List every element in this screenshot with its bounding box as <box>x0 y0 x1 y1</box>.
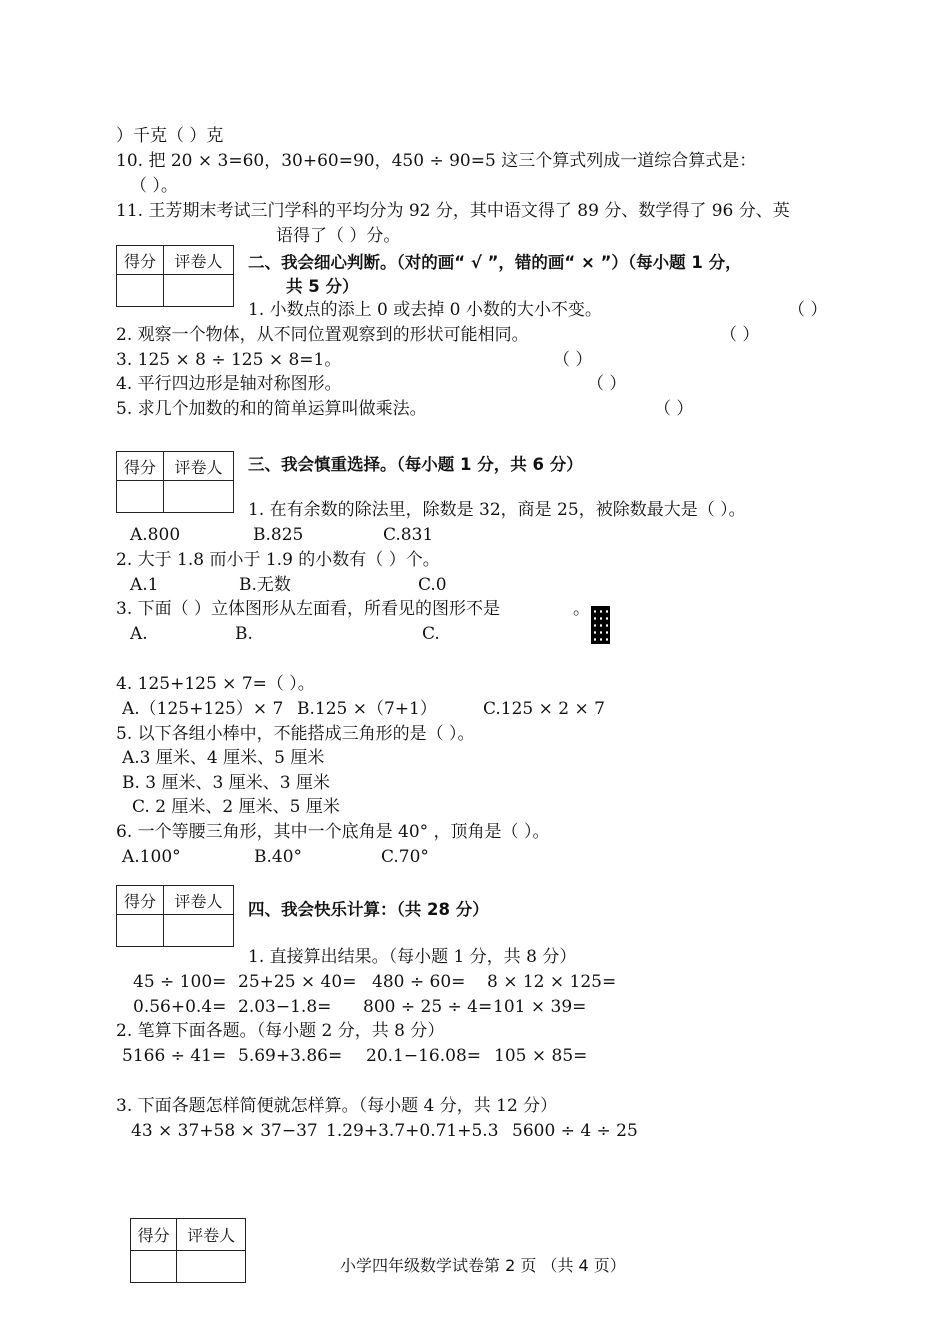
choice-q4-option-b[interactable]: B.125 ×（7+1） <box>297 699 437 719</box>
calc-item: 101 × 39= <box>493 997 587 1017</box>
q10-blank[interactable]: （ ）。 <box>130 176 178 196</box>
choice-q4-text: 4. 125+125 × 7=（ ）。 <box>116 674 315 694</box>
q11-line2: 语得了（ ）分。 <box>276 226 401 246</box>
judge-item-5: 5. 求几个加数的和的简单运算叫做乘法。 <box>116 399 427 419</box>
choice-q3-end: 。 <box>573 599 590 619</box>
calc-item: 8 × 12 × 125= <box>487 972 617 992</box>
calc-part3-title: 3. 下面各题怎样简便就怎样算。（每小题 4 分，共 12 分） <box>116 1096 558 1116</box>
choice-q2-option-c[interactable]: C.0 <box>418 575 447 595</box>
judge-bracket-5[interactable]: （ ） <box>654 399 694 419</box>
choice-q6-option-a[interactable]: A.100° <box>122 847 181 867</box>
grader-cell[interactable] <box>164 275 234 307</box>
section2-title-line2: 共 5 分） <box>286 277 359 296</box>
choice-q3-option-c[interactable]: C. <box>422 624 440 644</box>
calc-item: 800 ÷ 25 ÷ 4= <box>363 997 493 1017</box>
score-label: 得分 <box>117 452 164 481</box>
score-cell[interactable] <box>117 915 164 947</box>
choice-q1-text: 1. 在有余数的除法里，除数是 32，商是 25，被除数最大是（ ）。 <box>248 500 746 520</box>
q9-tail: ）千克（ ）克 <box>116 126 224 146</box>
score-box-section2 <box>116 245 234 307</box>
judge-item-3: 3. 125 × 8 ÷ 125 × 8=1。 <box>116 350 342 370</box>
choice-q5-option-c[interactable]: C. 2 厘米、2 厘米、5 厘米 <box>132 797 340 817</box>
judge-item-2: 2. 观察一个物体，从不同位置观察到的形状可能相同。 <box>116 325 529 345</box>
choice-q2-text: 2. 大于 1.8 而小于 1.9 的小数有（ ）个。 <box>116 550 440 570</box>
grader-label: 评卷人 <box>164 886 234 915</box>
score-label: 得分 <box>131 1219 177 1251</box>
score-label: 得分 <box>117 246 164 275</box>
dotted-shape-image <box>591 606 610 644</box>
calc-item: 0.56+0.4= <box>133 997 227 1017</box>
calc-item: 480 ÷ 60= <box>372 972 466 992</box>
choice-q6-option-b[interactable]: B.40° <box>254 847 303 867</box>
choice-q5-option-a[interactable]: A.3 厘米、4 厘米、5 厘米 <box>122 748 325 768</box>
score-label: 得分 <box>117 886 164 915</box>
judge-bracket-3[interactable]: （ ） <box>553 350 593 370</box>
choice-q1-option-a[interactable]: A.800 <box>130 525 181 545</box>
calc-item: 5.69+3.86= <box>238 1046 343 1066</box>
score-box-section5 <box>130 1218 246 1283</box>
grader-cell[interactable] <box>164 915 234 947</box>
judge-bracket-1[interactable]: （ ） <box>788 300 828 320</box>
judge-bracket-2[interactable]: （ ） <box>720 325 760 345</box>
choice-q2-option-a[interactable]: A.1 <box>130 575 159 595</box>
page-footer: 小学四年级数学试卷第 2 页 （共 4 页） <box>340 1256 626 1275</box>
score-cell[interactable] <box>117 481 164 513</box>
grader-label: 评卷人 <box>164 246 234 275</box>
calc-item: 1.29+3.7+0.71+5.3 <box>326 1121 499 1141</box>
choice-q3-text: 3. 下面（ ）立体图形从左面看，所看见的图形不是 <box>116 599 501 619</box>
grader-cell[interactable] <box>177 1251 246 1283</box>
score-box-section3 <box>116 451 234 513</box>
choice-q3-option-a[interactable]: A. <box>130 624 148 644</box>
score-cell[interactable] <box>131 1251 177 1283</box>
calc-part1-title: 1. 直接算出结果。（每小题 1 分，共 8 分） <box>248 947 577 967</box>
choice-q6-option-c[interactable]: C.70° <box>381 847 429 867</box>
judge-item-1: 1. 小数点的添上 0 或去掉 0 小数的大小不变。 <box>248 300 602 320</box>
calc-part2-title: 2. 笔算下面各题。（每小题 2 分，共 8 分） <box>116 1021 445 1041</box>
section3-title: 三、我会慎重选择。（每小题 1 分，共 6 分） <box>248 455 583 474</box>
choice-q4-option-a[interactable]: A.（125+125）× 7 <box>122 699 284 719</box>
calc-item: 45 ÷ 100= <box>133 972 227 992</box>
choice-q5-text: 5. 以下各组小棒中，不能搭成三角形的是（ ）。 <box>116 724 475 744</box>
score-cell[interactable] <box>117 275 164 307</box>
calc-item: 20.1−16.08= <box>366 1046 482 1066</box>
calc-item: 105 × 85= <box>494 1046 588 1066</box>
grader-label: 评卷人 <box>164 452 234 481</box>
choice-q1-option-c[interactable]: C.831 <box>383 525 434 545</box>
score-box-section4 <box>116 885 234 947</box>
calc-item: 5600 ÷ 4 ÷ 25 <box>512 1121 638 1141</box>
calc-item: 5166 ÷ 41= <box>122 1046 227 1066</box>
choice-q4-option-c[interactable]: C.125 × 2 × 7 <box>483 699 605 719</box>
calc-item: 43 × 37+58 × 37−37 <box>131 1121 318 1141</box>
judge-bracket-4[interactable]: （ ） <box>587 374 627 394</box>
q11-line1: 11. 王芳期末考试三门学科的平均分为 92 分，其中语文得了 89 分、数学得了 96 分、英 <box>116 201 790 221</box>
calc-item: 25+25 × 40= <box>238 972 357 992</box>
section2-title-line1: 二、我会细心判断。（对的画“ √ ”，错的画“ × ”）（每小题 1 分， <box>248 253 742 272</box>
calc-item: 2.03−1.8= <box>238 997 332 1017</box>
choice-q3-option-b[interactable]: B. <box>235 624 253 644</box>
grader-label: 评卷人 <box>177 1219 246 1251</box>
choice-q6-text: 6. 一个等腰三角形，其中一个底角是 40° ，顶角是（ ）。 <box>116 822 550 842</box>
judge-item-4: 4. 平行四边形是轴对称图形。 <box>116 374 342 394</box>
section4-title: 四、我会快乐计算：（共 28 分） <box>248 900 489 919</box>
q10-text: 10. 把 20 × 3=60，30+60=90，450 ÷ 90=5 这三个算式列成一道综合算式是： <box>116 151 757 171</box>
choice-q1-option-b[interactable]: B.825 <box>253 525 304 545</box>
choice-q2-option-b[interactable]: B.无数 <box>239 575 291 595</box>
grader-cell[interactable] <box>164 481 234 513</box>
choice-q5-option-b[interactable]: B. 3 厘米、3 厘米、3 厘米 <box>122 773 330 793</box>
